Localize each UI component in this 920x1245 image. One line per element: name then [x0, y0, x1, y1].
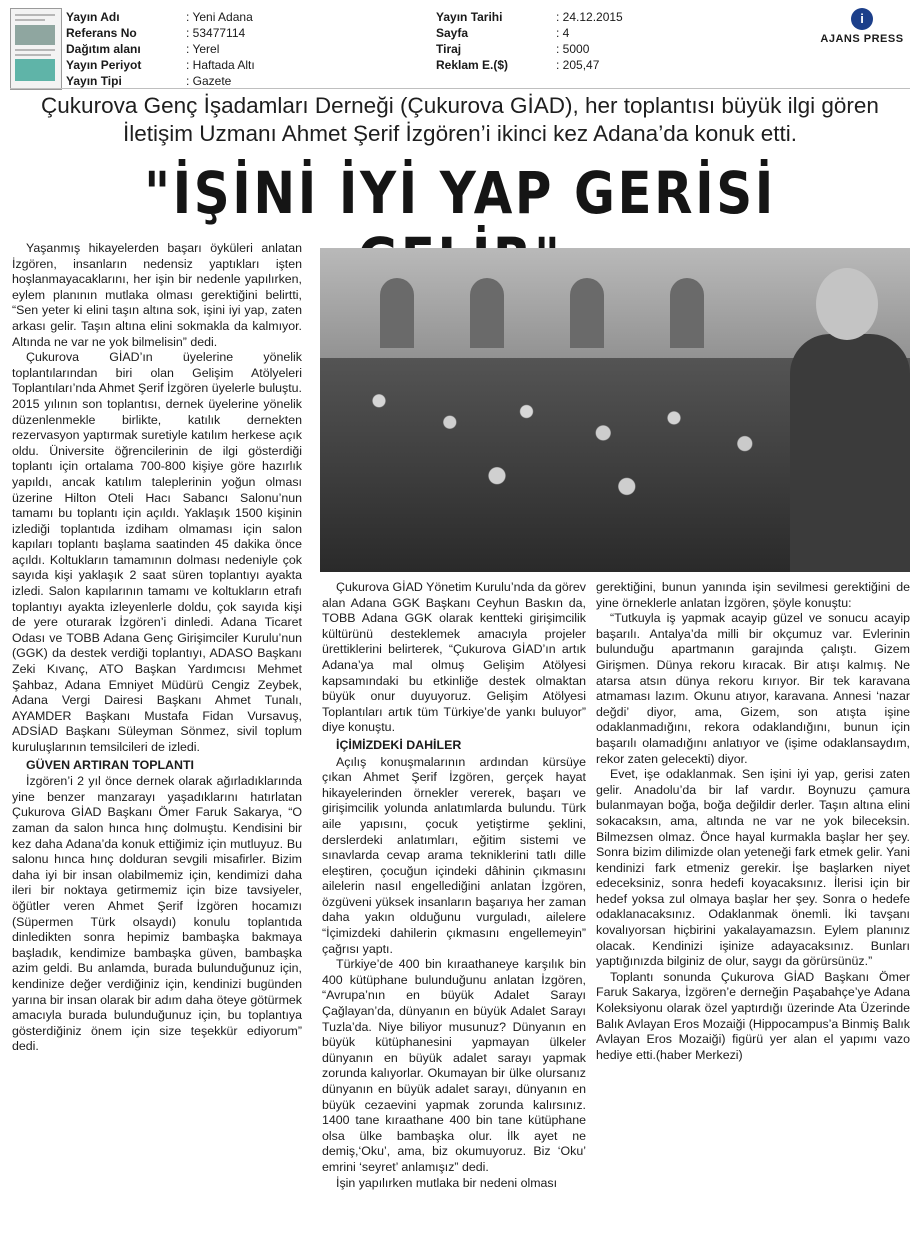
text-column-1	[12, 241, 302, 1055]
page-thumbnail	[10, 8, 62, 90]
meta-row: Dağıtım alanı : Yerel	[66, 42, 220, 56]
meta-row: Tiraj : 5000	[436, 42, 590, 56]
text-column-3	[596, 580, 910, 1063]
header-divider	[10, 88, 910, 89]
paragraph: Türkiye’de 400 bin kıraathaneye karşılık bin 400 kütüphane bulunduğunu anlatan İzgören, “Avrupa’nın en büyük Adalet Sarayı Çağlayan’da, dünyanın en büyük Adalet Sarayı Tuzla’da. Niye biliyor musunuz? Dünyanın en büyük kütüphanesini yapmayan ülkeler dünyanın en büyük adalet sarayı yapmak zorunda kalıyorlar. Okumayan bir ülke olursanız dünyanın en büyük adalet sarayı, dünyanın en büyük cezaevini yapmak zorunda kalırsınız. 1400 tane kıraathane 400 bin tane kütüphane olsa ülke bambaşka olur. İlk ayet ne demiş,‘Oku’, ama, biz okumuyoruz. Biz ‘Oku’ emrini ‘seyret’ anlamışız” dedi.	[322, 957, 586, 1174]
paragraph: “Tutkuyla iş yapmak acayip güzel ve sonucu acayip başarılı. Antalya’da milli bir okçumuz var. Evlerinin bulunduğu apartmanın garajında çalıştı. Gizem Girişmen. Dünya rekoru kıracak. Bir atışı kalmış. Ne atarsa atsın dünya rekoru kırıyor. Bir tek karavana atmaması lazım. Okunu atıyor, karavana. Annesi ‘nazar değdi’ diyor, ama, Gizem, son atışta işine odaklanmadığını, rekora odaklandığını, bunun için başarılı olamadığını anlatıyor ve (işime odaklansaydım, rekor zaten gelecekti) diyor.	[596, 611, 910, 766]
paragraph: Toplantı sonunda Çukurova GİAD Başkanı Ömer Faruk Sakarya, İzgören’e derneğin Paşabahçe’ye Adana Koleksiyonu olarak özel yaptırdığı üzerinde Ata Üzerinde Balık Avlayan Eros Mozaiği (Hippocampus’a Binmiş Balık Avlayan Eros Mozaiği) figürü yer alan el yapımı vazo hediye etti.(haber Merkezi)	[596, 969, 910, 1062]
text-column-2	[322, 580, 586, 1191]
metadata-left	[66, 9, 255, 89]
ajans-press-logo	[812, 8, 912, 52]
section-heading: GÜVEN ARTIRAN TOPLANTI	[26, 757, 194, 772]
paragraph: Evet, işe odaklanmak. Sen işini iyi yap, gerisi zaten gelir. Anadolu’da bir laf vardır. Boynuzu çamura bulanmayan boğa, boğa değildir derler. Taşın altına elini sokacaksın, ama, altında ne var ne yok bileceksin. Bilmezsen olmaz. Önce hayal kurmakla başlar her şey. Sonra bizim dilimizde olan yeteneği fark etmek gelir. Yani kendinizi fark etmeniz gerekir. İşe başlarken niyet edeceksiniz, sonra hedefi koyacaksınız. İlerisi için bir hedef yoksa zul olmaya başlar her şey. Sonra o hedefe odaklanacaksınız. Odaklanmak önemli. İki tavşanı kovalıyorsan hiçbirini yakalayamazsın. Eylem planınız olacak. Kendinizi işinize adayacaksınız. Bunları yaptığınızda bilginiz de olur, saygı da görürsünüz.”	[596, 767, 910, 969]
article-headline: "İŞİNİ İYİ YAP GERİSİ	[144, 159, 776, 227]
clipping-header	[0, 0, 920, 92]
paragraph: Açılış konuşmalarının ardından kürsüye çıkan Ahmet Şerif İzgören, gerçek hayat hikayelerinden örnekler vererek, başarı ve girişimcilik yolunda anlatımlarda bulundu. Türk aile yapısını, çocuk yetiştirme şeklini, derslerdeki anlatımları, eğitim sistemi ve sınavlarda cevap arama tekniklerini tatlı dille eleştiren, çocuğun içindeki dâhinin çıkmasını ailelerin nasıl engellediğini anlatan İzgören, özgüveni yüksek insanların başarıya her zaman daha yakın olduğunu vurguladı, ailelere “İçimizdeki dahilerin çıkmasını engellemeyin” çağrısı yaptı.	[322, 754, 586, 956]
speaker-figure	[790, 268, 910, 572]
paragraph: İzgören’i 2 yıl önce dernek olarak ağırladıklarında yine benzer manzarayı yaşadıklarını hatırlatan Çukurova GİAD Başkanı Ömer Faruk Sakarya, “O zaman da salon hınca hınç dolmuştu. Kendisini bir kez daha Adana’da konuk ettiğimiz için mutluyuz. Bu salonu hınca hınç dolduran sevgili misafirler. Bizim daha iyi bir insan olabilmemiz için, kendimizi daha ileri bir noktaya getirmemiz için bize tavsiyeler, öğütler veren Ahmet Şerif İzgören hocamızı (Süpermen Türk olsaydı) konulu toplantıda dinledikten sonra hepimiz bambaşka bakmaya başladık, kendimize bambaşka güven, bambaşka azim geldi. Bu anlamda, burada bulunduğunuz için, kendinize değer verdiğiniz için, kendinizi bugünden yarına bir insan olarak bir adım daha öteye götürmek amacıyla burada bulunduğunuz için, bu toplantıya gösterdiğiniz önem için size teşekkür ediyorum” dedi.	[12, 774, 302, 1054]
meta-row: Referans No : 53477114	[66, 26, 246, 40]
paragraph: Yaşanmış hikayelerden başarı öyküleri anlatan İzgören, insanların nedensiz yaptıkları işten hoşlanmayacaklarını, her işin bir nedenle yapılırken, eylem planının mutlaka olması gerektiğini belirtti, “Sen yeter ki elini taşın altına sok, işini iyi yap, zaten arkası gelir. Taşın altına elini sokmakla da kalmıyor. Altında ne var ne yok bilmelisin” dedi.	[12, 241, 302, 349]
event-photo	[320, 248, 910, 572]
paragraph: Çukurova GİAD Yönetim Kurulu’nda da görev alan Adana GGK Başkanı Ceyhun Baskın da, TOBB Adana GGK olarak kentteki girişimcilik kültürünü destеklemek amacıyla projeler ürettiklerini belirterek, “Çukurova GİAD’ın artık Adana’ya mal olmuş Gelişim Atölyesi kapsamındaki bu etkinliğe destek olmaktan büyük onur duyuyoruz. Gelişim Atölyesi Toplantıları artık tüm Türkiye’de yankı buluyor” diye konuştu.	[322, 580, 586, 735]
meta-row: Yayın Tarihi : 24.12.2015	[436, 10, 623, 24]
paragraph: Çukurova GİAD’ın üyelerine yönelik toplantılarından biri olan Gelişim Atölyeleri Toplantıları’nda Ahmet Şerif İzgören üyelerle buluştu. 2015 yılının son toplantısı, dernek üyelerine yönelik düzenlenmekle birlikte, katılık dernekten rezervasyon yaptırmak suretiyle katılım herkese açık oldu. Üniversite öğrencilerinin de ilgi gösterdiği toplantı için ortalama 700-800 kişiye göre hazırlık yapıldı, ancak katılım taleplerinin yoğun olması üzerine Hilton Oteli Hacı Sabancı Salonu’nun tamamı bu toplantı için açıldı. Yaklaşık 1500 kişinin izlediği toplantıda izdiham olmaması için salon kapıları toplantı başlama saatinden 45 dakika önce açıldı. Koltukların tamamının dolması nedeniyle çok sayıda kişi yaklaşık 2 saat süren toplantıyı ayakta izledi. Salon kapılarının tamamı ve koltukların etrafı toplantıyı ayakta izleyenlerle doldu, çok sayıda kişi de yere oturarak İzgören’i dinledi. Adana Ticaret Odası ve TOBB Adana Genç Girişimciler Kurulu’nun (GGK) da destek verdiği toplantıyı, ADASO Başkanı Zeki Kıvanç, ATO Başkan Yardımcısı Mehmet Şahbaz, Adana Emniyet Müdürü Cengiz Zeybek, Adana Vergi Dairesi Başkanı Ahmet Tunalı, AYAMDER Başkanı Mustafa Fidan Vursavuş, ADSİAD Başkanı Süleyman Sönmez, sivil toplum kuruluşlarının temsilcileri de izledi.	[12, 350, 302, 754]
paragraph: İşin yapılırken mutlaka bir nedeni olması	[336, 1175, 558, 1190]
meta-row: Yayın Tipi : Gazete	[66, 74, 232, 88]
metadata-right	[436, 9, 623, 73]
meta-row: Yayın Periyot : Haftada Altı	[66, 58, 255, 72]
logo-name: AJANS PRESS	[820, 33, 904, 45]
article-subheadline: Çukurova Genç İşadamları Derneği (Çukurova GİAD), her toplantısı büyük ilgi gören İletişim Uzmanı Ahmet Şerif İzgören’i ikinci kez Adana’da konuk etti.	[41, 93, 879, 146]
info-icon: i	[851, 8, 873, 30]
paragraph: gerektiğini, bunun yanında işin sevilmesi gerektiğini de yine örneklerle anlatan İzgören, şöyle konuştu:	[596, 580, 910, 610]
meta-row: Yayın Adı : Yeni Adana	[66, 10, 253, 24]
meta-row: Sayfa : 4	[436, 26, 570, 40]
meta-row: Reklam E.($) : 205,47	[436, 58, 600, 72]
section-heading: İÇİMİZDEKİ DAHİLER	[336, 737, 462, 752]
